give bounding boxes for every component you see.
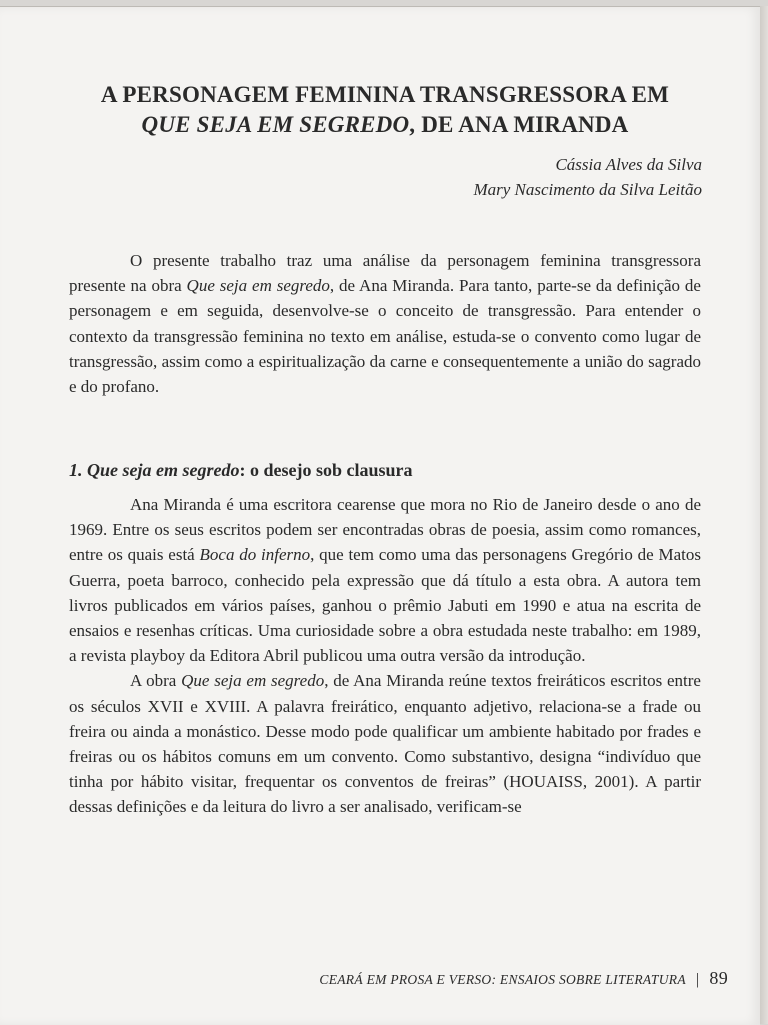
- running-title: CEARÁ EM PROSA E VERSO: ENSAIOS SOBRE LITERATURA: [319, 972, 686, 987]
- abstract-text-1: O presente trabalho traz uma análise da personagem feminina transgressora presente na obra: [69, 251, 701, 296]
- paragraph-1-book-title: Boca do inferno: [199, 545, 311, 565]
- section-title-rest: : o desejo sob clausura: [239, 460, 413, 480]
- paragraph-2-text-2: , de Ana Miranda reúne textos freiráticos escritos entre os séculos XVII e XVIII. A palavra freirático, enquanto adjetivo, relaciona-se a frade ou freira ou ainda a monástico. Desse modo pode qualificar um ambiente habitado por frades e freiras ou os hábitos comuns em um convento. Como substantivo, designa “indivíduo que tinha por hábito visitar, frequentar os conventos de freiras” (HOUAISS, 2001). A partir dessas definições e da leitura do livro a ser analisado, verificam-se: [69, 671, 701, 817]
- author-2: Mary Nascimento da Silva Leitão: [473, 180, 702, 199]
- title-book-name: QUE SEJA EM SEGREDO: [141, 112, 410, 137]
- body-paragraph-2: [69, 668, 701, 819]
- abstract: [69, 248, 701, 399]
- footer-separator: |: [695, 971, 700, 988]
- page-edge: [760, 6, 768, 1024]
- title-line-1: A PERSONAGEM FEMININA TRANSGRESSORA EM: [100, 82, 670, 107]
- title-author-name: , DE ANA MIRANDA: [409, 112, 629, 137]
- body-text: [69, 492, 701, 820]
- abstract-text-2: , de Ana Miranda. Para tanto, parte-se da definição de personagem e em seguida, desenvolve-se o conceito de transgressão. Para entender o contexto da transgressão feminina no texto em análise, estuda-se o convento como lugar de transgressão, assim como a espiritualização da carne e consequentemente a união do sagrado e do profano.: [69, 276, 701, 397]
- paragraph-1-text-2: , que tem como uma das personagens Gregório de Matos Guerra, poeta barroco, conhecido pela expressão que dá título a esta obra. A autora tem livros publicados em vários países, ganhou o prêmio Jabuti em 1990 e atua na escrita de ensaios e resenhas críticas. Uma curiosidade sobre a obra estudada neste trabalho: em 1989, a revista playboy da Editora Abril publicou uma outra versão da introdução.: [69, 545, 702, 666]
- article-title: [60, 80, 710, 140]
- section-number: 1.: [69, 460, 83, 480]
- page-number: 89: [709, 968, 728, 988]
- body-paragraph-1: [69, 492, 701, 668]
- section-heading: [69, 457, 413, 483]
- author-1: Cássia Alves da Silva: [555, 155, 702, 174]
- paragraph-2-text-1: A obra: [130, 671, 182, 691]
- abstract-paragraph: [69, 248, 701, 399]
- author-list: [473, 152, 702, 202]
- section-title-italic: Que seja em segredo: [87, 460, 240, 480]
- paragraph-1-text-1: Ana Miranda é uma escritora cearense que mora no Rio de Janeiro desde o ano de 1969. Entre os seus escritos podem ser encontradas obras de poesia, assim como romances, entre os quais está: [69, 495, 701, 565]
- paragraph-2-book-title: Que seja em segredo: [181, 671, 325, 691]
- title-line-2: [60, 110, 710, 140]
- abstract-book-title: Que seja em segredo: [186, 276, 330, 296]
- page-footer: [200, 966, 728, 992]
